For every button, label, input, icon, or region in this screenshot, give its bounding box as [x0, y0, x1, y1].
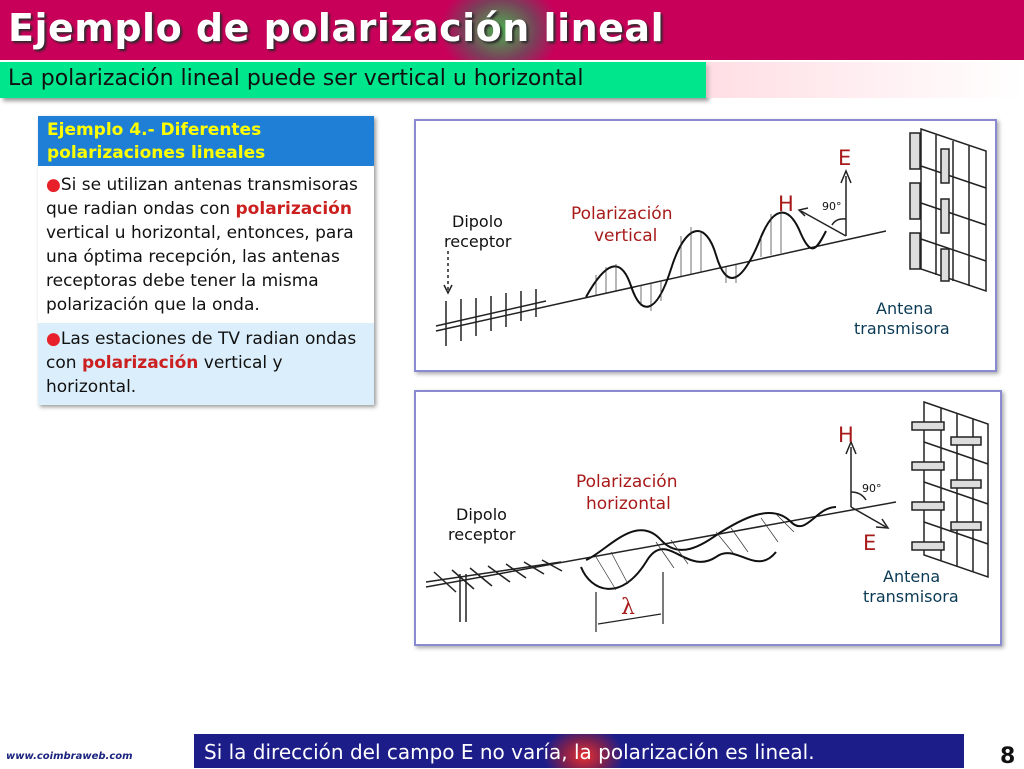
label-wavelength: λ	[621, 595, 635, 620]
label-antenna-1: Antena	[883, 567, 941, 586]
paragraph-1-text: Si se utilizan antenas transmisoras que radian ondas con	[46, 175, 358, 219]
horizontal-wave-lower	[581, 549, 776, 589]
slide-title: Ejemplo de polarización lineal	[8, 6, 665, 50]
subtitle-bar	[0, 62, 706, 98]
label-polarization-2: horizontal	[586, 494, 671, 514]
label-antenna-1: Antena	[876, 299, 934, 318]
paragraph-2-text: Las estaciones de TV radian ondas con	[46, 329, 357, 373]
label-e: E	[863, 531, 877, 555]
transmitting-antenna-icon	[910, 129, 986, 291]
horizontal-wave	[586, 507, 836, 560]
title-bar	[0, 0, 1024, 60]
label-receiver-2: receptor	[444, 232, 512, 251]
label-polarization-1: Polarización	[576, 472, 678, 492]
horizontal-polarization-figure	[414, 390, 1002, 646]
transmitting-antenna-icon	[912, 402, 988, 577]
paragraph-2-highlight: polarización	[81, 353, 199, 373]
label-receiver-1: Dipolo	[452, 212, 503, 231]
label-h: H	[838, 423, 854, 447]
bullet-icon: ●	[46, 175, 61, 195]
footer-bar	[194, 734, 964, 768]
receiving-dipole-icon	[436, 251, 546, 346]
label-polarization-1: Polarización	[571, 204, 673, 224]
vertical-polarization-diagram	[416, 121, 995, 370]
bullet-icon: ●	[46, 329, 61, 349]
website-link[interactable]: www.coimbraweb.com	[6, 751, 133, 762]
receiving-dipole-icon	[426, 560, 562, 622]
horizontal-polarization-diagram	[416, 392, 1000, 644]
panel-paragraph-1	[38, 166, 374, 323]
paragraph-1-text-end: vertical u horizontal, entonces, para una óptima recepción, las antenas receptoras debe tener la misma polarización que la onda.	[46, 223, 354, 315]
label-h: H	[778, 192, 794, 216]
panel-paragraph-2	[38, 323, 374, 405]
subtitle-fade	[706, 62, 1024, 98]
label-angle: 90°	[862, 482, 882, 495]
paragraph-2-text-end: vertical y horizontal.	[46, 353, 283, 397]
label-polarization-2: vertical	[594, 226, 658, 246]
slide-subtitle: La polarización lineal puede ser vertical u horizontal	[8, 66, 584, 91]
label-e: E	[838, 146, 852, 170]
label-antenna-2: transmisora	[863, 587, 959, 606]
example-panel	[38, 116, 374, 405]
panel-heading: Ejemplo 4.- Diferentes polarizaciones lineales	[38, 116, 374, 166]
label-receiver-1: Dipolo	[456, 505, 507, 524]
footer-statement: Si la dirección del campo E no varía, la polarización es lineal.	[204, 740, 815, 764]
label-receiver-2: receptor	[448, 525, 516, 544]
vertical-polarization-figure	[414, 119, 997, 372]
paragraph-1-highlight: polarización	[235, 199, 352, 219]
label-angle: 90°	[822, 200, 842, 213]
label-antenna-2: transmisora	[854, 319, 950, 338]
page-number: 8	[1000, 744, 1016, 769]
